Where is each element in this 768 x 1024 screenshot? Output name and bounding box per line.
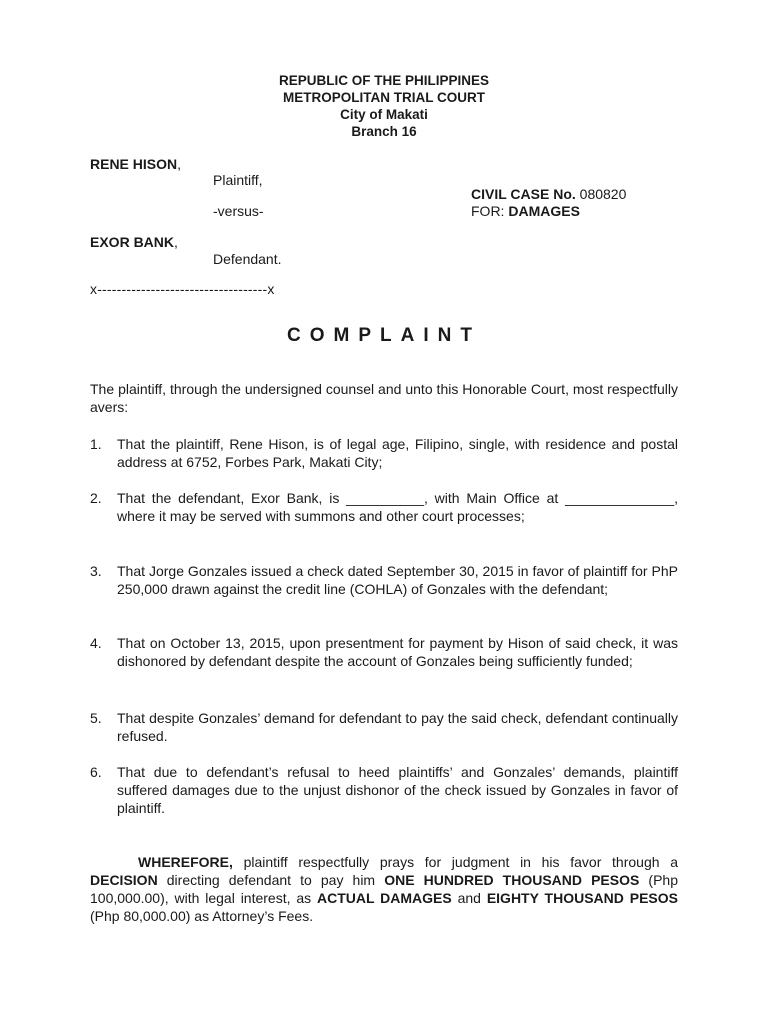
plaintiff-line	[90, 155, 181, 173]
amount-words: EIGHTY THOUSAND PESOS	[486, 890, 678, 906]
case-label: CIVIL CASE No.	[471, 186, 576, 202]
case-number: 080820	[579, 186, 627, 202]
item-number: 2.	[90, 490, 102, 506]
item-number: 4.	[90, 635, 102, 651]
allegation-item	[90, 562, 678, 598]
item-text: That despite Gonzales’ demand for defendant to pay the said check, defendant continually refused.	[117, 710, 678, 744]
document-title: COMPLAINT	[287, 325, 481, 346]
item-text: That on October 13, 2015, upon presentment for payment by Hison of said check, it was dishonored by defendant despite the account of Gonzales being sufficiently funded;	[117, 635, 678, 669]
amount-words: ONE HUNDRED THOUSAND PESOS	[384, 872, 640, 888]
plaintiff-comma: ,	[177, 156, 182, 172]
defendant-name: EXOR BANK	[90, 234, 175, 250]
allegation-item	[90, 634, 678, 670]
header-court: METROPOLITAN TRIAL COURT	[283, 90, 485, 105]
prayer-text: and	[451, 890, 487, 906]
plaintiff-name: RENE HISON	[90, 156, 178, 172]
decision-label: DECISION	[90, 872, 158, 888]
item-number: 1.	[90, 436, 102, 452]
defendant-role: Defendant.	[213, 251, 282, 267]
header-city: City of Makati	[340, 107, 428, 122]
intro-paragraph: The plaintiff, through the undersigned counsel and unto this Honorable Court, most respectfully avers:	[90, 381, 678, 415]
item-number: 3.	[90, 563, 102, 579]
defendant-comma: ,	[174, 234, 178, 250]
item-text: That the defendant, Exor Bank, is __________, with Main Office at ______________, where it may be served with summons and other court processes;	[117, 490, 678, 524]
header-branch: Branch 16	[351, 124, 417, 139]
item-number: 6.	[90, 764, 102, 780]
header-republic: REPUBLIC OF THE PHILIPPINES	[278, 73, 490, 88]
item-text: That due to defendant’s refusal to heed plaintiffs’ and Gonzales’ demands, plaintiff suffered damages due to the unjust dishonor of the check issued by Gonzales in favor of plaintiff.	[117, 764, 678, 816]
item-text: That Jorge Gonzales issued a check dated September 30, 2015 in favor of plaintiff for PhP 250,000 drawn against the credit line (COHLA) of Gonzales with the defendant;	[117, 563, 678, 597]
prayer-text: (Php 80,000.00) as Attorney’s Fees.	[90, 908, 314, 924]
for-value: DAMAGES	[508, 203, 580, 219]
item-text: That the plaintiff, Rene Hison, is of legal age, Filipino, single, with residence and postal address at 6752, Forbes Park, Makati City;	[117, 436, 678, 470]
prayer-text: (Php 100,000.00), with legal interest, as	[90, 872, 678, 906]
versus-text: -versus-	[213, 203, 264, 219]
allegation-item	[90, 763, 678, 817]
for-label: FOR:	[471, 203, 505, 219]
defendant-line	[90, 233, 178, 251]
prayer-text: plaintiff respectfully prays for judgment in his favor through a	[232, 854, 678, 870]
allegation-item	[90, 435, 678, 471]
prayer-paragraph	[90, 853, 678, 925]
court-header	[0, 72, 768, 140]
plaintiff-role: Plaintiff,	[213, 172, 263, 188]
prayer-text: directing defendant to pay him	[157, 872, 385, 888]
actual-damages-label: ACTUAL DAMAGES	[317, 890, 452, 906]
for-line	[471, 202, 580, 220]
item-number: 5.	[90, 710, 102, 726]
wherefore-label: WHEREFORE,	[138, 854, 233, 870]
allegation-item	[90, 709, 678, 745]
allegation-item	[90, 489, 678, 525]
caption-separator: x-----------------------------------x	[90, 281, 275, 297]
case-number-line	[471, 185, 626, 203]
